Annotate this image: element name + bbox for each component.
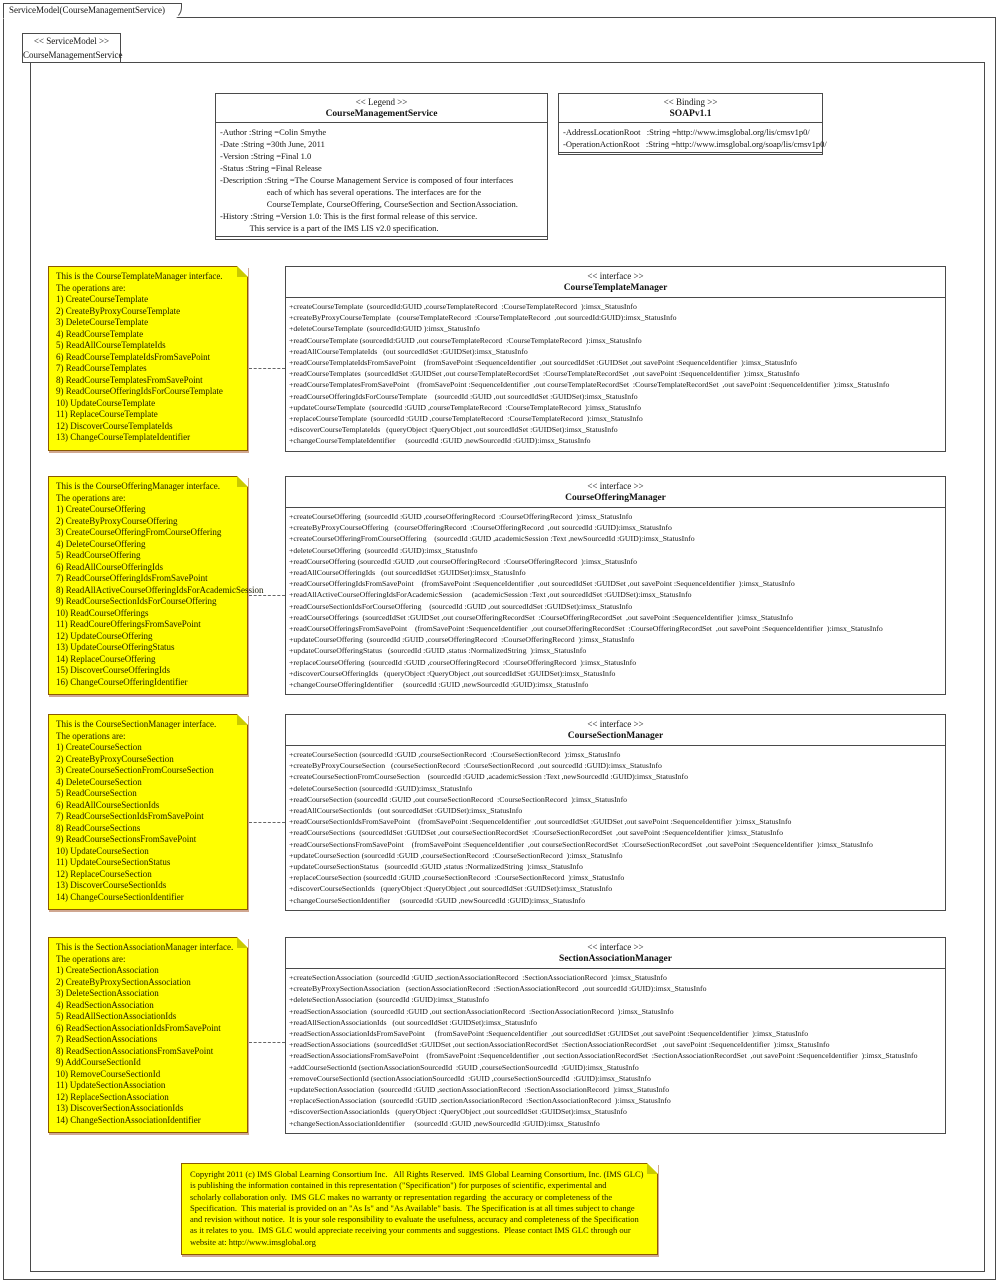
note-line: 6) ReadAllCourseOfferingIds — [56, 561, 164, 572]
interface-operation: +replaceSectionAssociation (sourcedId :GUID ,sectionAssociationRecord :SectionAssociationRecord ):imsx_StatusInfo — [289, 1096, 671, 1106]
interface-operation: +readCourseSection (sourcedId :GUID ,out courseSectionRecord :CourseSectionRecord ):imsx_StatusInfo — [289, 794, 628, 804]
legend-attribute-line: CourseTemplate, CourseOffering, CourseSection and SectionAssociation. — [220, 199, 518, 209]
note-course-section-manager — [48, 714, 248, 910]
interface-operation: +readCourseSectionIdsFromSavePoint (fromSavePoint :SequenceIdentifier ,out sourcedIdSet :GUIDSet ,out savePoint :SequenceIdentifier ):imsx_StatusInfo — [289, 817, 792, 827]
interface-operations — [286, 298, 945, 451]
note-line: 3) CreateCourseSectionFromCourseSection — [56, 765, 214, 775]
binding-attribute-line: -OperationActionRoot :String =http://www.imsglobal.org/soap/lis/cmsv1p0/ — [563, 139, 827, 149]
dashed-connector — [249, 822, 285, 823]
interface-operation: +readCourseOfferings (sourcedIdSet :GUIDSet ,out courseOfferingRecordSet :CourseOfferingRecordSet ,out savePoint :SequenceIdentifier ):imsx_StatusInfo — [289, 612, 793, 622]
note-line: 7) ReadCourseTemplates — [56, 363, 147, 373]
copyright-line: is publishing the information contained in this representation ("Specification") for purposes of scientific, experimental and — [190, 1180, 607, 1191]
note-line: 14) ChangeCourseSectionIdentifier — [56, 891, 184, 902]
interface-operation: +deleteCourseOffering (sourcedId :GUID):imsx_StatusInfo — [289, 545, 478, 555]
interface-operations — [286, 969, 945, 1133]
note-line: This is the CourseSectionManager interface. — [56, 719, 217, 729]
interface-stereotype: << interface >> — [587, 481, 644, 491]
interface-operation: +readCourseOffering (sourcedId :GUID ,out courseOfferingRecord :CourseOfferingRecord ):imsx_StatusInfo — [289, 556, 638, 566]
note-line: 10) UpdateCourseTemplate — [56, 397, 156, 408]
legend-attribute-line: -History :String =Version 1.0: This is the first formal release of this service. — [220, 211, 478, 221]
copyright-text — [190, 1169, 649, 1248]
note-line: 13) DiscoverCourseSectionIds — [56, 880, 167, 890]
binding-attribute-line: -AddressLocationRoot :String =http://www.imsglobal.org/lis/cmsv1p0/ — [563, 127, 810, 137]
interface-operation: +readCourseTemplates (sourcedIdSet :GUIDSet ,out courseTemplateRecordSet :CourseTemplateRecordSet ,out savePoint :SequenceIdentifier ):imsx_StatusInfo — [289, 369, 800, 379]
note-line: 12) DiscoverCourseTemplateIds — [56, 420, 173, 431]
dashed-connector — [249, 1042, 285, 1043]
interface-operation: +readCourseTemplateIdsFromSavePoint (fromSavePoint :SequenceIdentifier ,out sourcedIdSet :GUIDSet ,out savePoint :SequenceIdentifier ):imsx_StatusInfo — [289, 358, 797, 368]
note-line: 5) ReadAllSectionAssociationIds — [56, 1011, 177, 1021]
legend-attributes — [216, 123, 547, 237]
note-line: 8) ReadCourseSections — [56, 822, 141, 833]
note-line: 10) UpdateCourseSection — [56, 845, 149, 856]
note-line: 11) UpdateCourseSectionStatus — [56, 857, 171, 867]
note-line: 14) ChangeSectionAssociationIdentifier — [56, 1114, 201, 1125]
interface-operation: +readSectionAssociation (sourcedId :GUID ,out sectionAssociationRecord :SectionAssociationRecord ):imsx_StatusInfo — [289, 1006, 674, 1016]
note-line: 8) ReadAllActiveCourseOfferingIdsForAcademicSession — [56, 584, 264, 595]
note-line: 2) CreateByProxyCourseTemplate — [56, 305, 181, 316]
interface-operation: +addCourseSectionId (sectionAssociationSourcedId :GUID ,courseSectionSourcedId :GUID):imsx_StatusInfo — [289, 1062, 639, 1072]
interface-box-course-section-manager — [285, 714, 946, 911]
note-line: 6) ReadAllCourseSectionIds — [56, 799, 160, 810]
note-line: 2) CreateByProxySectionAssociation — [56, 976, 191, 987]
interface-operation: +deleteSectionAssociation (sourcedId :GUID):imsx_StatusInfo — [289, 995, 489, 1005]
note-line: 16) ChangeCourseOfferingIdentifier — [56, 676, 188, 687]
binding-empty-compartment — [559, 153, 822, 163]
interface-operation: +updateCourseSection (sourcedId :GUID ,courseSectionRecord :CourseSectionRecord ):imsx_StatusInfo — [289, 850, 623, 860]
legend-attribute-line: each of which has several operations. The interfaces are for the — [220, 187, 482, 197]
note-line: 1) CreateSectionAssociation — [56, 965, 159, 975]
interface-operation: +discoverCourseTemplateIds (queryObject :QueryObject ,out sourcedIdSet :GUIDSet):imsx_StatusInfo — [289, 425, 618, 435]
dashed-connector — [249, 595, 285, 596]
interface-operation: +changeCourseSectionIdentifier (sourcedId :GUID ,newSourcedId :GUID):imsx_StatusInfo — [289, 895, 586, 905]
note-line: 7) ReadSectionAssociations — [56, 1034, 158, 1044]
interface-operation: +changeCourseOfferingIdentifier (sourcedId :GUID ,newSourcedId :GUID):imsx_StatusInfo — [289, 680, 589, 690]
interface-operation: +readCourseSectionIdsForCourseOffering (sourcedId :GUID ,out sourcedIdSet :GUIDSet):imsx_StatusInfo — [289, 601, 633, 611]
note-line: 1) CreateCourseOffering — [56, 504, 146, 514]
interface-operation: +replaceCourseOffering (sourcedId :GUID ,courseOfferingRecord :CourseOfferingRecord ):imsx_StatusInfo — [289, 657, 637, 667]
note-line: The operations are: — [56, 953, 126, 964]
interface-operation: +readCourseSections (sourcedIdSet :GUIDSet ,out courseSectionRecordSet :CourseSectionRecordSet ,out savePoint :SequenceIdentifier ):imsx_StatusInfo — [289, 828, 783, 838]
note-line: 11) ReadCoureOfferingsFromSavePoint — [56, 619, 201, 629]
interface-operation: +readAllCourseTemplateIds (out sourcedIdSet :GUIDSet):imsx_StatusInfo — [289, 346, 528, 356]
note-line: 8) ReadCourseTemplatesFromSavePoint — [56, 374, 203, 385]
note-line: 14) ReplaceCourseOffering — [56, 653, 156, 664]
interface-operation: +updateSectionAssociation (sourcedId :GUID ,sectionAssociationRecord :SectionAssociationRecord ):imsx_StatusInfo — [289, 1085, 670, 1095]
interface-operation: +createByProxyCourseSection (courseSectionRecord :CourseSectionRecord ,out sourcedId :GUID):imsx_StatusInfo — [289, 761, 662, 771]
interface-operations — [286, 508, 945, 694]
note-line: 7) ReadCourseOfferingIdsFromSavePoint — [56, 573, 208, 583]
note-course-offering-manager — [48, 476, 264, 695]
interface-header — [286, 715, 945, 746]
legend-empty-compartment — [216, 237, 547, 247]
interface-box-course-offering-manager — [285, 476, 946, 695]
interface-operation: +createCourseSectionFromCourseSection (sourcedId :GUID ,academicSession :Text ,newSourcedId :GUID):imsx_StatusInfo — [289, 772, 689, 782]
note-line: This is the CourseTemplateManager interface. — [56, 271, 223, 281]
service-model-label-box — [22, 33, 121, 63]
interface-operation: +changeSectionAssociationIdentifier (sourcedId :GUID ,newSourcedId :GUID):imsx_StatusInfo — [289, 1118, 600, 1128]
interface-stereotype: << interface >> — [587, 942, 644, 952]
note-line: This is the SectionAssociationManager interface. — [56, 942, 234, 952]
note-line: 11) ReplaceCourseTemplate — [56, 409, 158, 419]
note-line: 2) CreateByProxyCourseOffering — [56, 515, 178, 526]
copyright-line: Copyright 2011 (c) IMS Global Learning Consortium Inc. All Rights Reserved. IMS Global Learning Consortium, Inc. (IMS GLC) — [190, 1169, 644, 1179]
interface-operation: +createCourseOfferingFromCourseOffering (sourcedId :GUID ,academicSession :Text ,newSourcedId :GUID):imsx_StatusInfo — [289, 534, 695, 544]
service-model-stereotype: << ServiceModel >> — [33, 36, 110, 46]
interface-operation: +createByProxySectionAssociation (sectionAssociationRecord :SectionAssociationRecord ,out sourcedId :GUID):imsx_StatusInfo — [289, 984, 707, 994]
interface-operation: +readCourseSectionsFromSavePoint (fromSavePoint :SequenceIdentifier ,out courseSectionRecordSet :CourseSectionRecordSet ,out savePoint :SequenceIdentifier ):imsx_StatusInfo — [289, 839, 873, 849]
interface-operation: +createSectionAssociation (sourcedId :GUID ,sectionAssociationRecord :SectionAssociationRecord ):imsx_StatusInfo — [289, 973, 667, 982]
note-line: 5) ReadCourseSection — [56, 788, 137, 798]
note-line: The operations are: — [56, 282, 126, 293]
interface-name: CourseOfferingManager — [565, 493, 666, 503]
note-line: 7) ReadCourseSectionIdsFromSavePoint — [56, 811, 204, 821]
binding-box — [558, 93, 827, 155]
interface-operation: +discoverCourseSectionIds (queryObject :QueryObject ,out sourcedIdSet :GUIDSet):imsx_StatusInfo — [289, 884, 613, 894]
interface-header — [286, 938, 945, 969]
note-line: 9) ReadCourseSectionIdsForCourseOffering — [56, 596, 217, 606]
note-line: 12) ReplaceCourseSection — [56, 868, 152, 879]
legend-attribute-line: -Version :String =Final 1.0 — [220, 151, 312, 161]
binding-name: SOAPv1.1 — [669, 109, 712, 119]
interface-header — [286, 477, 945, 508]
note-line: 1) CreateCourseTemplate — [56, 294, 149, 304]
note-line: 3) DeleteCourseTemplate — [56, 317, 149, 327]
interface-operations — [286, 746, 945, 910]
legend-attribute-line: -Description :String =The Course Management Service is composed of four interfaces — [220, 175, 514, 185]
interface-operation: +readAllSectionAssociationIds (out sourcedIdSet :GUIDSet):imsx_StatusInfo — [289, 1017, 538, 1027]
legend-stereotype: << Legend >> — [355, 97, 408, 107]
interface-operation: +updateCourseOfferingStatus (sourcedId :GUID ,status :NormalizedString ):imsx_StatusInfo — [289, 646, 587, 656]
legend-header — [216, 94, 547, 123]
interface-operation: +deleteCourseTemplate (sourcedId:GUID ):imsx_StatusInfo — [289, 324, 480, 334]
copyright-line: and revision without notice. It is your sole responsibility to evaluate the usefulness, accuracy and completeness of the Specification — [190, 1214, 639, 1225]
note-line: 2) CreateByProxyCourseSection — [56, 753, 174, 764]
note-line: 5) ReadCourseOffering — [56, 550, 141, 560]
note-line: 12) UpdateCourseOffering — [56, 630, 153, 641]
legend-box — [215, 93, 548, 240]
interface-operation: +updateCourseTemplate (sourcedId :GUID ,courseTemplateRecord :CourseTemplateRecord ):imsx_StatusInfo — [289, 402, 642, 412]
interface-operation: +createCourseSection (sourcedId :GUID ,courseSectionRecord :CourseSectionRecord ):imsx_StatusInfo — [289, 750, 621, 759]
interface-name: CourseTemplateManager — [563, 283, 668, 293]
interface-operation: +readCourseOfferingIdsFromSavePoint (fromSavePoint :SequenceIdentifier ,out sourcedIdSet :GUIDSet ,out savePoint :SequenceIdentifier ):imsx_StatusInfo — [289, 579, 795, 589]
interface-operation: +readCourseTemplate (sourcedId:GUID ,out courseTemplateRecord :CourseTemplateRecord ):imsx_StatusInfo — [289, 335, 642, 345]
binding-header — [559, 94, 822, 123]
interface-operation: +readAllCourseOfferingIds (out sourcedIdSet :GUIDSet):imsx_StatusInfo — [289, 568, 526, 578]
note-line: The operations are: — [56, 730, 126, 741]
note-course-template-manager — [48, 266, 248, 451]
note-line: 3) CreateCourseOfferingFromCourseOffering — [56, 527, 222, 537]
note-line: 10) RemoveCourseSectionId — [56, 1068, 161, 1079]
note-body — [56, 481, 264, 688]
note-line: 4) ReadCourseTemplate — [56, 328, 144, 339]
note-line: 9) AddCourseSectionId — [56, 1057, 141, 1067]
interface-header — [286, 267, 945, 298]
interface-operation: +discoverCourseOfferingIds (queryObject :QueryObject ,out sourcedIdSet :GUIDSet):imsx_StatusInfo — [289, 668, 616, 678]
interface-operation: +readAllCourseSectionIds (out sourcedIdSet :GUIDSet):imsx_StatusInfo — [289, 806, 523, 816]
interface-operation: +replaceCourseTemplate (sourcedId :GUID ,courseTemplateRecord :CourseTemplateRecord ):imsx_StatusInfo — [289, 414, 643, 424]
legend-attribute-line: -Author :String =Colin Smythe — [220, 127, 327, 137]
copyright-note — [181, 1163, 658, 1255]
note-line: 8) ReadSectionAssociationsFromSavePoint — [56, 1045, 214, 1056]
interface-name: CourseSectionManager — [567, 731, 664, 741]
note-line: 13) DiscoverSectionAssociationIds — [56, 1103, 184, 1113]
note-line: 6) ReadSectionAssociationIdsFromSavePoint — [56, 1022, 221, 1033]
note-line: 4) DeleteCourseOffering — [56, 538, 146, 549]
interface-operation: +deleteCourseSection (sourcedId :GUID):imsx_StatusInfo — [289, 783, 473, 793]
interface-operation: +createByProxyCourseOffering (courseOfferingRecord :CourseOfferingRecord ,out sourcedId :GUID):imsx_StatusInfo — [289, 523, 672, 533]
note-line: 12) ReplaceSectionAssociation — [56, 1091, 169, 1102]
interface-operation: +readCourseTemplatesFromSavePoint (fromSavePoint :SequenceIdentifier ,out courseTemplateRecordSet :CourseTemplateRecordSet ,out savePoint :SequenceIdentifier ):imsx_StatusInfo — [289, 380, 890, 390]
note-line: 4) DeleteCourseSection — [56, 776, 142, 787]
interface-operation: +updateCourseSectionStatus (sourcedId :GUID ,status :NormalizedString ):imsx_StatusInfo — [289, 862, 583, 872]
interface-operation: +removeCourseSectionId (sectionAssociationSourcedId :GUID ,courseSectionSourcedId :GUID):imsx_StatusInfo — [289, 1073, 651, 1083]
interface-operation: +replaceCourseSection (sourcedId :GUID ,courseSectionRecord :CourseSectionRecord ):imsx_StatusInfo — [289, 873, 625, 883]
copyright-line: Specification. This material is provided on an "As Is" and "As Available" basis. The Specification is at all times subject to change — [190, 1202, 635, 1213]
interface-box-course-template-manager — [285, 266, 946, 452]
interface-operation: +readCourseOfferingsFromSavePoint (fromSavePoint :SequenceIdentifier ,out courseOfferingRecordSet :CourseOfferingRecordSet ,out savePoint :SequenceIdentifier ):imsx_StatusInfo — [289, 624, 883, 634]
note-body — [56, 271, 243, 444]
note-line: 4) ReadSectionAssociation — [56, 999, 154, 1010]
note-line: This is the CourseOfferingManager interface. — [56, 481, 221, 491]
binding-stereotype: << Binding >> — [663, 97, 718, 107]
note-line: 15) DiscoverCourseOfferingIds — [56, 665, 171, 675]
interface-stereotype: << interface >> — [587, 271, 644, 281]
interface-operation: +createCourseTemplate (sourcedId:GUID ,courseTemplateRecord :CourseTemplateRecord ):imsx_StatusInfo — [289, 302, 637, 311]
note-line: 1) CreateCourseSection — [56, 742, 142, 752]
note-line: 3) DeleteSectionAssociation — [56, 988, 159, 998]
interface-operation: +updateCourseOffering (sourcedId :GUID ,courseOfferingRecord :CourseOfferingRecord ):imsx_StatusInfo — [289, 635, 635, 645]
interface-operation: +readSectionAssociationsFromSavePoint (fromSavePoint :SequenceIdentifier ,out sectionAssociationRecordSet :SectionAssociationRecordSet ,out savePoint :SequenceIdentifier ):imsx_StatusInfo — [289, 1051, 918, 1061]
note-line: 13) UpdateCourseOfferingStatus — [56, 642, 175, 652]
dashed-connector — [249, 368, 285, 369]
note-section-association-manager — [48, 937, 248, 1133]
interface-name: SectionAssociationManager — [559, 954, 672, 964]
interface-operation: +readSectionAssociationIdsFromSavePoint (fromSavePoint :SequenceIdentifier ,out sourcedIdSet :GUIDSet ,out savePoint :SequenceIdentifier ):imsx_StatusInfo — [289, 1029, 809, 1039]
interface-operation: +changeCourseTemplateIdentifier (sourcedId :GUID ,newSourcedId :GUID):imsx_StatusInfo — [289, 436, 591, 446]
note-line: 10) ReadCourseOfferings — [56, 607, 149, 618]
note-line: 6) ReadCourseTemplateIdsFromSavePoint — [56, 351, 211, 362]
note-line: 13) ChangeCourseTemplateIdentifier — [56, 432, 191, 442]
interface-operation: +createByProxyCourseTemplate (courseTemplateRecord :CourseTemplateRecord ,out sourcedId:GUID):imsx_StatusInfo — [289, 313, 677, 323]
interface-operation: +readAllActiveCourseOfferingIdsForAcademicSession (academicSession :Text ,out sourcedIdSet :GUIDSet):imsx_StatusInfo — [289, 590, 692, 600]
note-line: 11) UpdateSectionAssociation — [56, 1080, 166, 1090]
copyright-line: scholarly collaboration only. IMS GLC makes no warranty or representation regarding the accuracy or completeness of the — [190, 1191, 613, 1202]
interface-operation: +readSectionAssociations (sourcedIdSet :GUIDSet ,out sectionAssociationRecordSet :SectionAssociationRecordSet ,out savePoint :SequenceIdentifier ):imsx_StatusInfo — [289, 1040, 830, 1050]
note-body — [56, 942, 243, 1126]
note-line: 9) ReadCourseOfferingIdsForCourseTemplate — [56, 386, 223, 396]
copyright-line: as it relates to you. IMS GLC would appreciate receiving your comments and suggestions. Please contact IMS GLC through our — [190, 1225, 631, 1236]
copyright-line: website at: http://www.imsglobal.org — [190, 1236, 316, 1247]
legend-attribute-line: -Date :String =30th June, 2011 — [220, 139, 325, 149]
legend-name: CourseManagementService — [325, 109, 438, 119]
note-line: 5) ReadAllCourseTemplateIds — [56, 340, 166, 350]
note-line: The operations are: — [56, 492, 126, 503]
note-body — [56, 719, 243, 903]
interface-box-section-association-manager — [285, 937, 946, 1134]
note-line: 9) ReadCourseSectionsFromSavePoint — [56, 834, 197, 844]
legend-attribute-line: -Status :String =Final Release — [220, 163, 322, 173]
diagram-tab[interactable]: ServiceModel(CourseManagementService) — [3, 3, 182, 19]
interface-stereotype: << interface >> — [587, 719, 644, 729]
service-model-name: CourseManagementService — [23, 50, 123, 60]
binding-attributes — [559, 123, 827, 153]
interface-operation: +readCourseOfferingIdsForCourseTemplate (sourcedId :GUID ,out sourcedIdSet :GUIDSet):imsx_StatusInfo — [289, 391, 638, 401]
legend-attribute-line: This service is a part of the IMS LIS v2.0 specification. — [220, 223, 439, 233]
interface-operation: +discoverSectionAssociationIds (queryObject :QueryObject ,out sourcedIdSet :GUIDSet):imsx_StatusInfo — [289, 1107, 627, 1117]
interface-operation: +createCourseOffering (sourcedId :GUID ,courseOfferingRecord :CourseOfferingRecord ):imsx_StatusInfo — [289, 512, 633, 521]
